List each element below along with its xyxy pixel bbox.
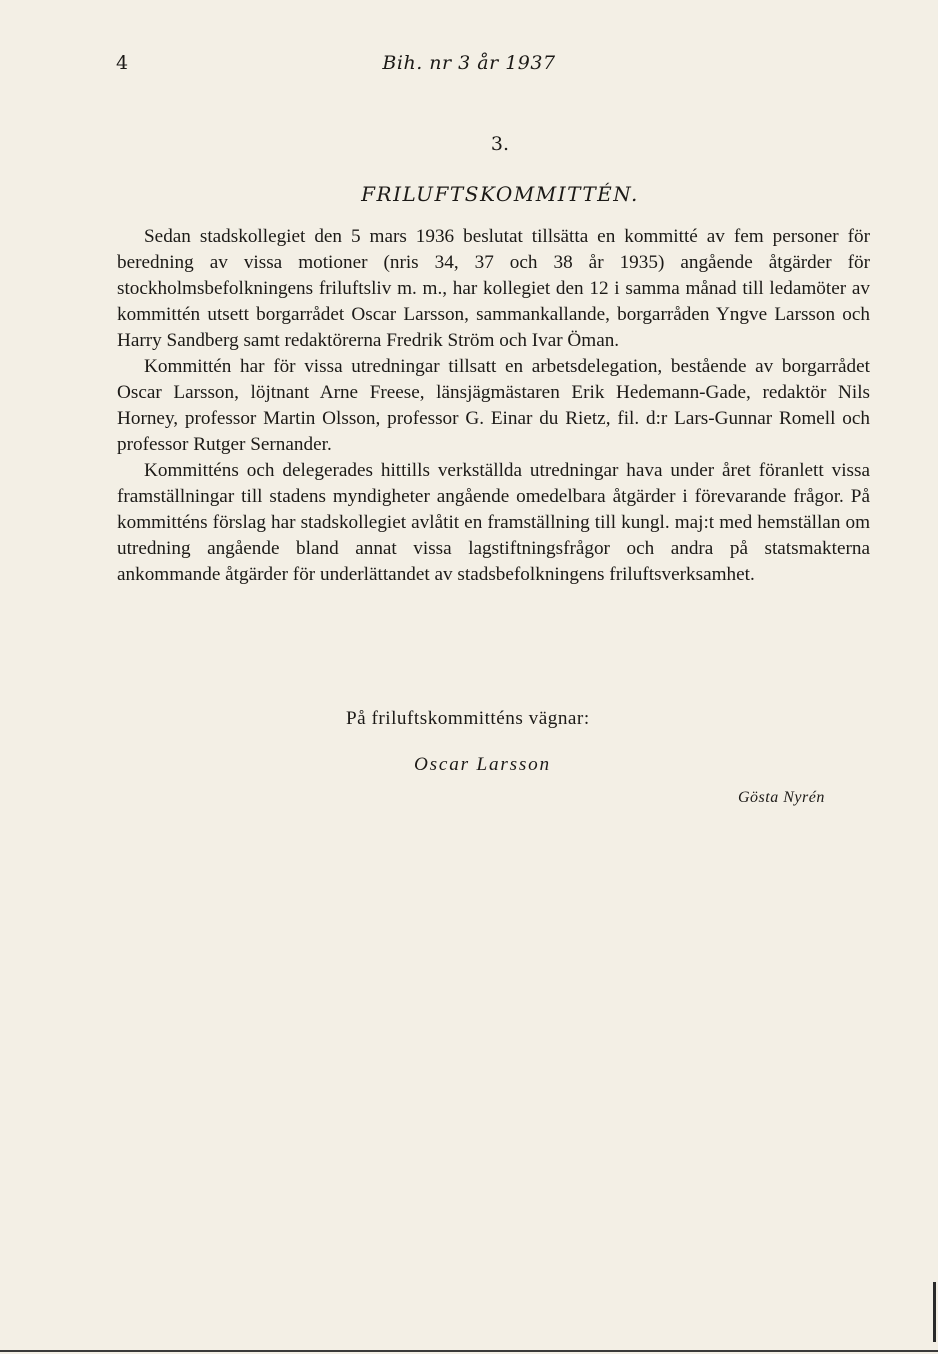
paragraph-2: Kommittén har för vissa utredningar tillsatt en arbetsdelegation, bestående av borgarrådet Oscar Larsson, löjtnant Arne Freese, länsjägmästaren Erik Hedemann-Gade, redaktör Nils Horney, professor Martin Olsson, professor G. Einar du Rietz, fil. d:r Lars-Gunnar Romell och professor Rutger Sernander. xyxy=(117,356,870,455)
page-number: 4 xyxy=(116,52,129,74)
running-head: Bih. nr 3 år 1937 xyxy=(382,52,556,74)
scan-edge-mark xyxy=(933,1282,936,1342)
scan-bottom-edge xyxy=(0,1350,938,1352)
signature-oscar-larsson: Oscar Larsson xyxy=(414,754,551,775)
signature-gosta-nyren: Gösta Nyrén xyxy=(738,789,825,806)
closing-line: På friluftskommitténs vägnar: xyxy=(346,708,590,729)
body-text xyxy=(117,224,870,588)
section-title: FRILUFTSKOMMITTÉN. xyxy=(361,182,639,206)
section-number: 3. xyxy=(490,133,510,155)
paragraph-1: Sedan stadskollegiet den 5 mars 1936 beslutat tillsätta en kommitté av fem personer för beredning av vissa motioner (nris 34, 37 och 38 år 1935) angående åtgärder för stockholmsbefolkningens friluftsliv m. m., har kollegiet den 12 i samma månad till ledamöter av kommittén utsett borgarrådet Oscar Larsson, sammankallande, borgarråden Yngve Larsson och Harry Sandberg samt redaktörerna Fredrik Ström och Ivar Öman. xyxy=(117,226,870,351)
paragraph-3: Kommitténs och delegerades hittills verkställda utredningar hava under året föranlett vissa framställningar till stadens myndigheter angående omedelbara åtgärder i förevarande frågor. På kommitténs förslag har stadskollegiet avlåtit en framställning till kungl. maj:t med hemställan om utredning angående bland annat vissa lagstiftningsfrågor och andra på statsmakterna ankommande åtgärder för underlättandet av stadsbefolkningens friluftsverksamhet. xyxy=(117,460,870,585)
